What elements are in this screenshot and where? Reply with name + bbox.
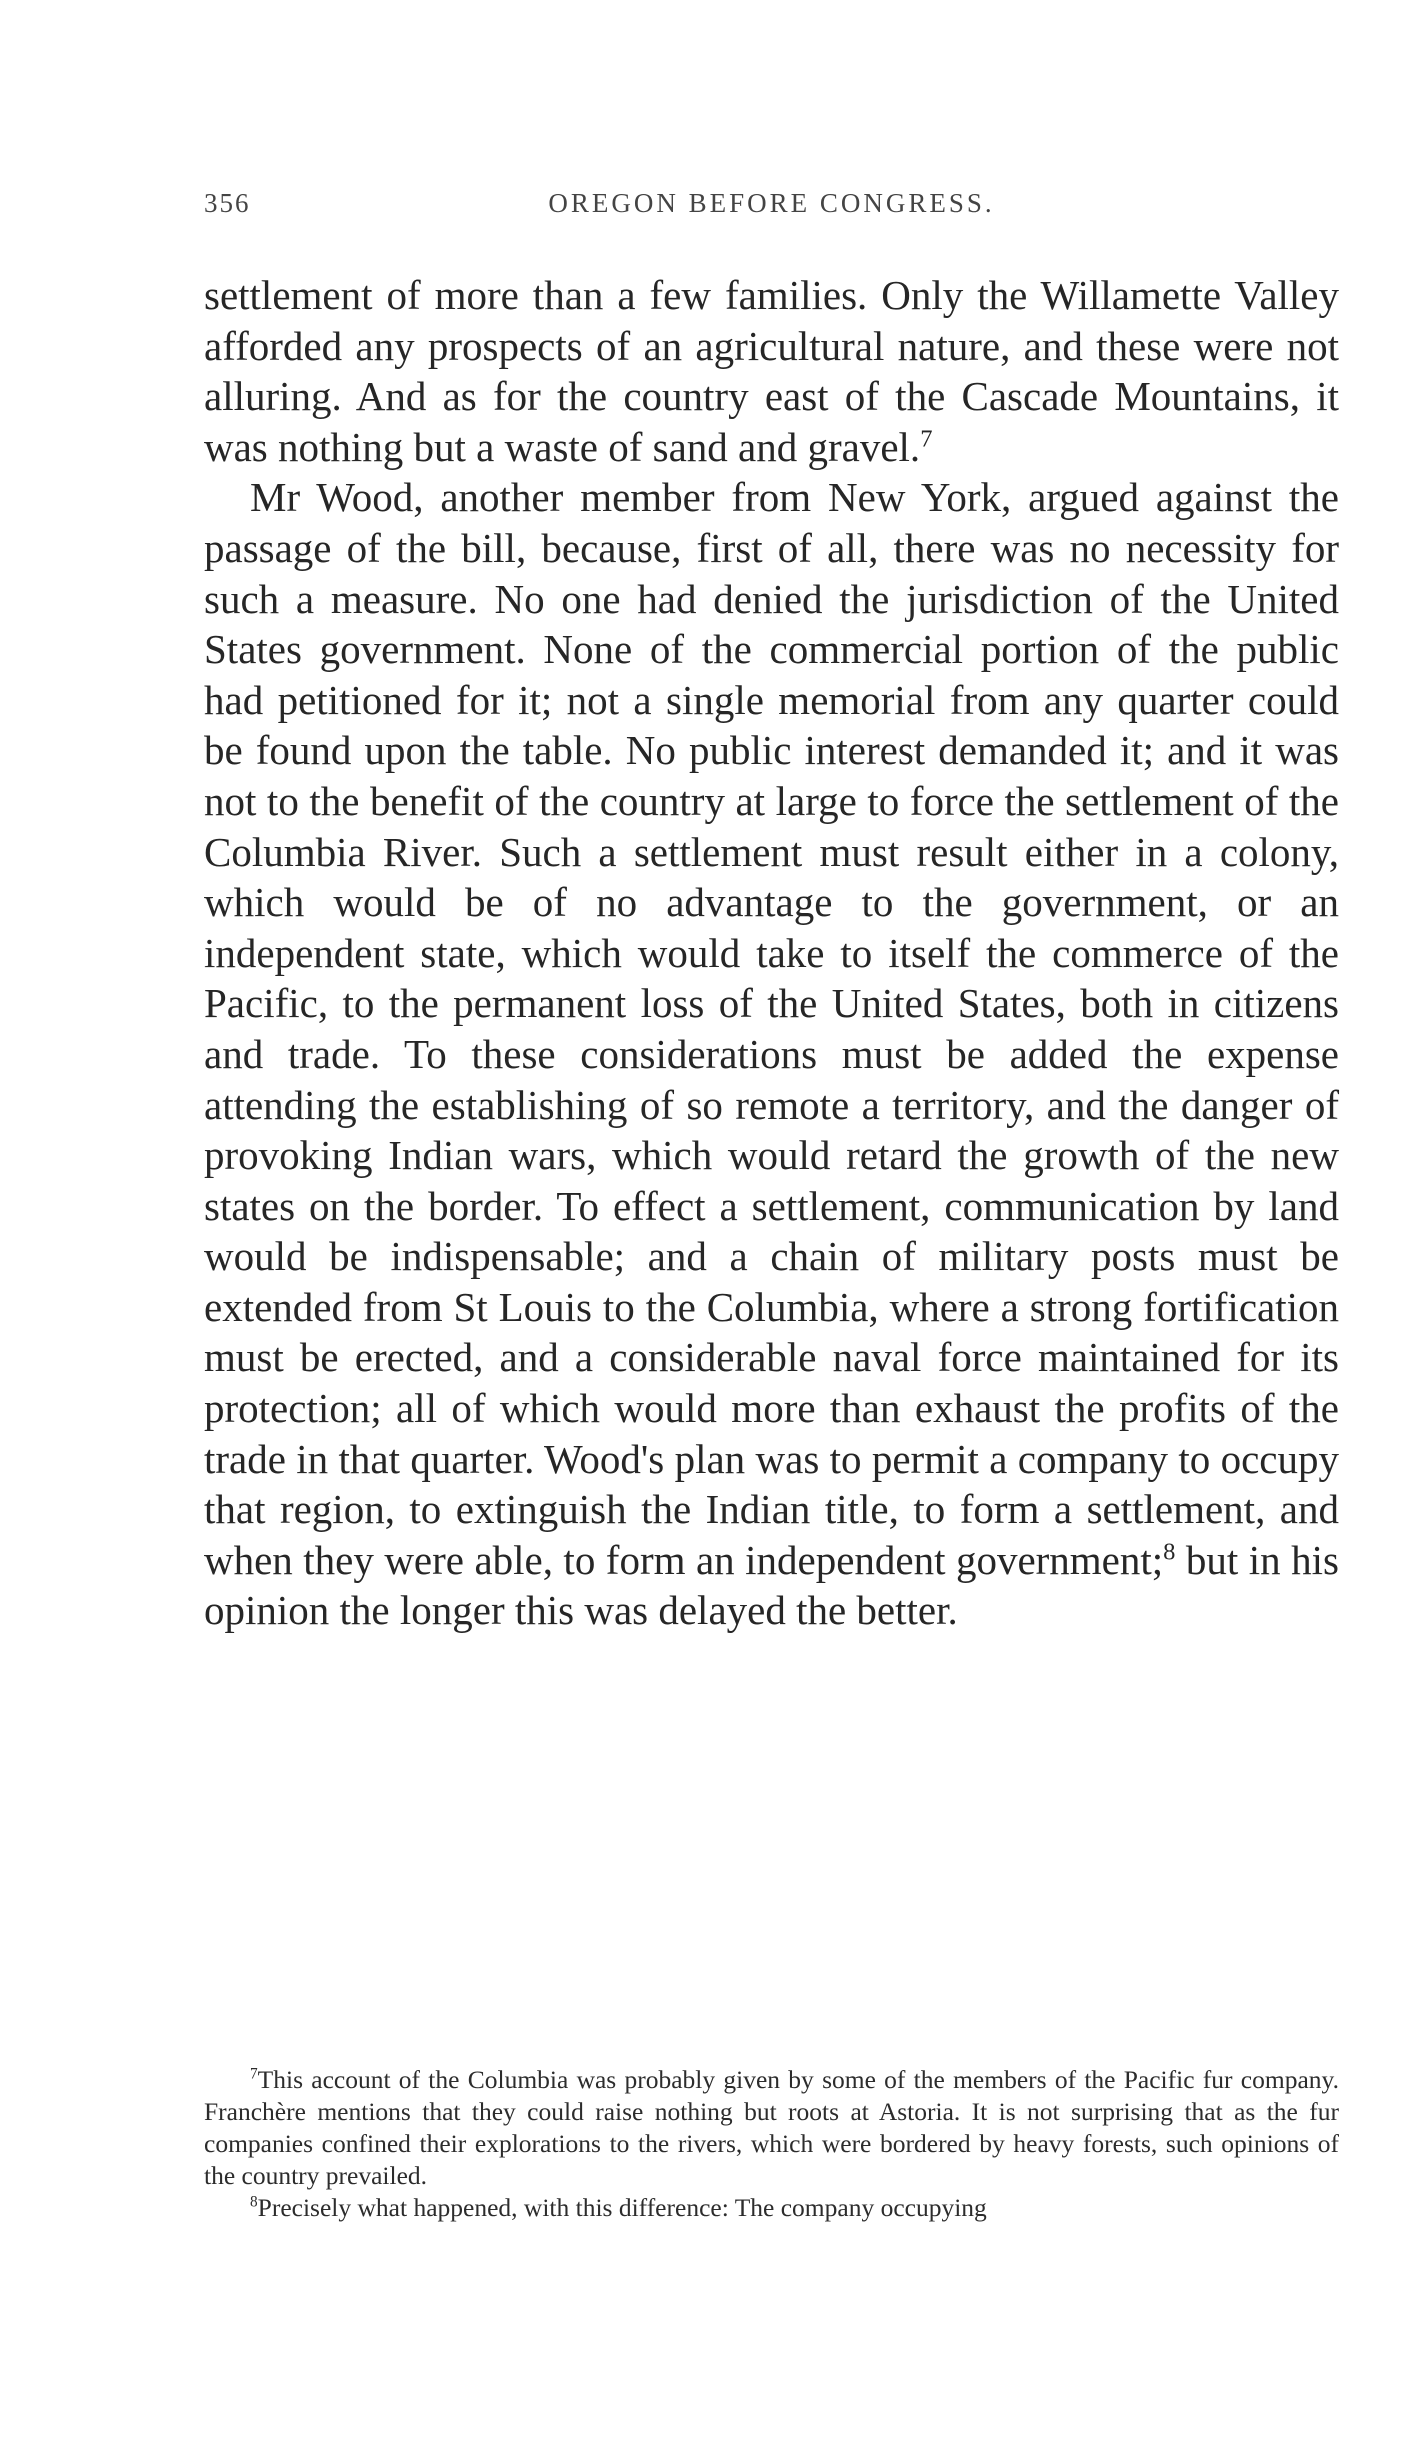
footnote-7-text: This account of the Columbia was probably given by some of the members of the Pacific fur company. Franchère mentions that they could raise nothing but roots at Astoria. It is not surprising that as the fur companies confined their explorations to the rivers, which were bordered by heavy forests, such opinions of the country prevailed.	[204, 2065, 1339, 2190]
paragraph-1-text: settlement of more than a few families. Only the Willamette Valley afforded any prospects of an agricultural nature, and these were not alluring. And as for the country east of the Cascade Mountains, it was nothing but a waste of sand and gravel.	[204, 272, 1339, 470]
paragraph-2	[204, 472, 1339, 1636]
footnote-8-marker: 8	[250, 2193, 258, 2211]
footnote-7	[204, 2064, 1339, 2192]
paragraph-2-text-end: but in his opinion the longer this was delayed the better.	[204, 1536, 1339, 1634]
page-number: 356	[204, 188, 251, 218]
paragraph-2-text: Mr Wood, another member from New York, argued against the passage of the bill, because, first of all, there was no necessity for such a measure. No one had denied the jurisdiction of the United States government. None of the commercial portion of the public had petitioned for it; not a single memorial from any quarter could be found upon the table. No public interest demanded it; and it was not to the benefit of the country at large to force the settlement of the Columbia River. Such a settlement must result either in a colony, which would be of no advantage to the government, or an independent state, which would take to itself the commerce of the Pacific, to the permanent loss of the United States, both in citizens and trade. To these considerations must be added the expense attending the establishing of so remote a territory, and the danger of provoking Indian wars, which would retard the growth of the new states on the border. To effect a settlement, communication by land would be indispensable; and a chain of military posts must be extended from St Louis to the Columbia, where a strong fortification must be erected, and a considerable naval force maintained for its protection; all of which would more than exhaust the profits of the trade in that quarter. Wood's plan was to permit a company to occupy that region, to extinguish the Indian title, to form a settlement, and when they were able, to form an independent government;	[204, 474, 1339, 1583]
footnote-7-marker: 7	[250, 2065, 258, 2083]
footnote-8	[204, 2192, 1339, 2224]
footnote-8-text: Precisely what happened, with this difference: The company occupying	[257, 2193, 987, 2222]
paragraph-1	[204, 270, 1339, 472]
running-title: OREGON BEFORE CONGRESS.	[548, 188, 995, 218]
footnote-ref-8: 8	[1163, 1538, 1176, 1566]
body-text	[204, 270, 1339, 1636]
footnotes	[204, 2064, 1339, 2224]
footnote-ref-7: 7	[920, 425, 933, 453]
page-header	[204, 188, 1339, 228]
